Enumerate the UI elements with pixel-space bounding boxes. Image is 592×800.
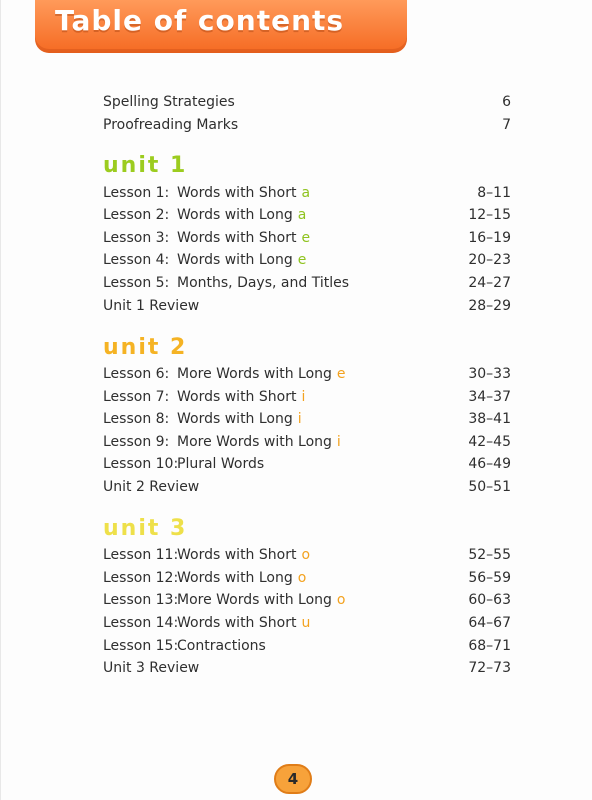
lesson-pages: 8–11 — [477, 185, 511, 201]
toc-entry — [103, 91, 511, 113]
lesson-number: Lesson 11: — [103, 547, 179, 563]
lesson-pages: 16–19 — [468, 230, 511, 246]
unit-review-entry — [103, 657, 511, 679]
entry-pages: 7 — [502, 117, 511, 133]
lesson-title: Words with Short — [177, 615, 297, 631]
lesson-accent-letter: i — [301, 389, 306, 405]
lesson-entry — [103, 612, 511, 634]
lesson-entry — [103, 182, 511, 204]
lesson-number: Lesson 15: — [103, 638, 179, 654]
lesson-number: Lesson 3: — [103, 230, 170, 246]
lesson-pages: 12–15 — [468, 207, 511, 223]
lesson-title: Months, Days, and Titles — [177, 275, 349, 291]
lesson-accent-letter: e — [336, 366, 346, 382]
lesson-entry — [103, 567, 511, 589]
lesson-pages: 34–37 — [468, 389, 511, 405]
lesson-pages: 56–59 — [468, 570, 511, 586]
lesson-accent-letter: a — [297, 207, 307, 223]
lesson-entry — [103, 363, 511, 385]
lesson-number: Lesson 7: — [103, 389, 170, 405]
lesson-entry — [103, 272, 511, 294]
lesson-pages: 24–27 — [468, 275, 511, 291]
lesson-entry — [103, 544, 511, 566]
review-pages: 72–73 — [468, 660, 511, 676]
review-pages: 28–29 — [468, 298, 511, 314]
lesson-entry — [103, 249, 511, 271]
lesson-entry — [103, 408, 511, 430]
lesson-pages: 52–55 — [468, 547, 511, 563]
lesson-title: Words with Long — [177, 207, 293, 223]
lesson-title: More Words with Long — [177, 366, 332, 382]
lesson-number: Lesson 6: — [103, 366, 170, 382]
lesson-pages: 46–49 — [468, 456, 511, 472]
lesson-number: Lesson 13: — [103, 592, 179, 608]
lesson-pages: 68–71 — [468, 638, 511, 654]
review-label: Unit 2 Review — [103, 479, 200, 495]
lesson-number: Lesson 10: — [103, 456, 179, 472]
lesson-accent-letter: o — [336, 592, 346, 608]
lesson-entry — [103, 453, 511, 475]
lesson-number: Lesson 12: — [103, 570, 179, 586]
unit-heading: unit 2 — [103, 335, 188, 360]
page-title: Table of contents — [55, 4, 345, 37]
lesson-title: Words with Long — [177, 570, 293, 586]
lesson-entry — [103, 386, 511, 408]
lesson-pages: 42–45 — [468, 434, 511, 450]
lesson-number: Lesson 5: — [103, 275, 170, 291]
toc-entry — [103, 114, 511, 136]
lesson-entry — [103, 635, 511, 657]
lesson-title: Words with Short — [177, 389, 297, 405]
unit-review-entry — [103, 476, 511, 498]
unit-heading: unit 3 — [103, 516, 188, 541]
review-label: Unit 3 Review — [103, 660, 200, 676]
lesson-entry — [103, 431, 511, 453]
lesson-title: More Words with Long — [177, 434, 332, 450]
lesson-title: Contractions — [177, 638, 266, 654]
lesson-pages: 64–67 — [468, 615, 511, 631]
lesson-accent-letter: i — [336, 434, 341, 450]
entry-pages: 6 — [502, 94, 511, 110]
lesson-accent-letter: o — [297, 570, 307, 586]
lesson-number: Lesson 4: — [103, 252, 170, 268]
lesson-accent-letter: a — [301, 185, 311, 201]
lesson-number: Lesson 14: — [103, 615, 179, 631]
lesson-pages: 30–33 — [468, 366, 511, 382]
lesson-entry — [103, 204, 511, 226]
lesson-number: Lesson 9: — [103, 434, 170, 450]
lesson-title: Words with Short — [177, 230, 297, 246]
lesson-number: Lesson 1: — [103, 185, 170, 201]
page-number-badge: 4 — [274, 764, 312, 794]
title-banner — [35, 0, 407, 53]
unit-review-entry — [103, 295, 511, 317]
lesson-title: Words with Short — [177, 185, 297, 201]
lesson-pages: 20–23 — [468, 252, 511, 268]
lesson-entry — [103, 227, 511, 249]
lesson-accent-letter: o — [301, 547, 311, 563]
lesson-number: Lesson 2: — [103, 207, 170, 223]
lesson-pages: 60–63 — [468, 592, 511, 608]
lesson-accent-letter: u — [301, 615, 311, 631]
unit-heading: unit 1 — [103, 153, 188, 178]
lesson-title: Words with Long — [177, 411, 293, 427]
review-pages: 50–51 — [468, 479, 511, 495]
lesson-accent-letter: e — [297, 252, 307, 268]
entry-label: Proofreading Marks — [103, 117, 239, 133]
lesson-number: Lesson 8: — [103, 411, 170, 427]
entry-label: Spelling Strategies — [103, 94, 235, 110]
lesson-title: Words with Long — [177, 252, 293, 268]
review-label: Unit 1 Review — [103, 298, 200, 314]
lesson-pages: 38–41 — [468, 411, 511, 427]
lesson-title: Words with Short — [177, 547, 297, 563]
lesson-accent-letter: e — [301, 230, 311, 246]
lesson-entry — [103, 589, 511, 611]
lesson-accent-letter: i — [297, 411, 302, 427]
lesson-title: More Words with Long — [177, 592, 332, 608]
lesson-title: Plural Words — [177, 456, 265, 472]
